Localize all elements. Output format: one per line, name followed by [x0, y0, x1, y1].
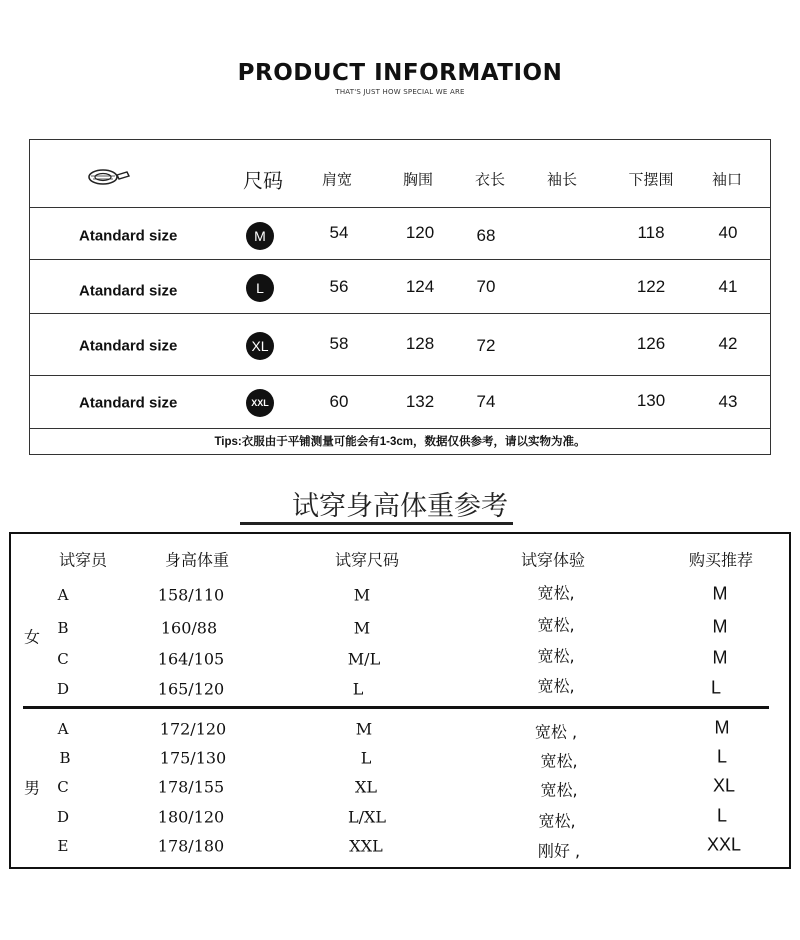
recommended-size: M — [714, 717, 730, 738]
experience: 宽松, — [537, 615, 575, 635]
row-divider — [30, 313, 770, 314]
try-size: L/XL — [347, 807, 387, 827]
height-weight: 158/110 — [157, 585, 225, 605]
size-badge-xl: XL — [246, 332, 274, 360]
column-header-cuff: 袖口 — [711, 170, 743, 189]
gender-label-male: 男 — [23, 778, 41, 798]
hem-value: 126 — [636, 334, 666, 353]
size-row-label: Atandard size — [79, 394, 178, 412]
tester-name: B — [59, 749, 71, 767]
tester-name: A — [57, 586, 69, 604]
hem-value: 118 — [637, 223, 665, 242]
tester-name: B — [57, 619, 69, 637]
height-weight: 165/120 — [157, 679, 225, 699]
tester-name: D — [56, 808, 70, 826]
try-size: M — [355, 719, 373, 739]
title-underline — [240, 522, 513, 525]
column-header-shoulder: 肩宽 — [321, 170, 353, 189]
height-weight: 172/120 — [159, 719, 227, 739]
try-size: M — [353, 585, 371, 605]
size-badge-m: M — [246, 222, 274, 250]
column-header-size: 尺码 — [243, 168, 283, 193]
size-badge-xxl: XXL — [246, 389, 274, 417]
experience: 宽松, — [540, 780, 578, 800]
height-weight: 160/88 — [160, 618, 218, 638]
shoulder-value: 54 — [329, 223, 349, 242]
height-weight: 178/155 — [157, 777, 225, 797]
recommended-size: XL — [712, 775, 736, 796]
header-height-weight: 身高体重 — [164, 550, 230, 570]
try-size: L — [360, 748, 372, 768]
gender-divider — [23, 706, 769, 709]
hem-value: 122 — [636, 277, 666, 296]
row-divider — [30, 375, 770, 376]
header-tester: 试穿员 — [58, 550, 108, 570]
shoulder-value: 60 — [329, 392, 349, 411]
hem-value: 130 — [636, 391, 666, 410]
tape-measure-icon — [87, 167, 131, 191]
height-weight: 175/130 — [159, 748, 227, 768]
header-recommend: 购买推荐 — [688, 550, 754, 570]
height-weight: 164/105 — [157, 649, 225, 669]
experience: 宽松, — [537, 646, 575, 666]
header-experience: 试穿体验 — [520, 550, 586, 570]
column-header-sleeve: 袖长 — [546, 170, 578, 189]
recommended-size: M — [712, 647, 728, 668]
length-value: 70 — [476, 277, 496, 296]
column-header-length: 衣长 — [474, 170, 506, 189]
column-header-chest: 胸围 — [402, 170, 434, 189]
page-title: PRODUCT INFORMATION — [237, 60, 563, 86]
header-try-size: 试穿尺码 — [334, 550, 400, 570]
tester-name: C — [57, 778, 69, 796]
try-size: M/L — [347, 649, 381, 669]
recommended-size: L — [710, 677, 722, 698]
try-size: M — [353, 618, 371, 638]
chest-value: 124 — [405, 277, 435, 296]
chest-value: 132 — [405, 392, 435, 411]
page-subtitle: THAT'S JUST HOW SPECIAL WE ARE — [335, 88, 465, 96]
height-weight: 180/120 — [157, 807, 225, 827]
gender-label-female: 女 — [23, 627, 41, 647]
size-row-label: Atandard size — [79, 227, 178, 245]
experience: 宽松, — [540, 751, 578, 771]
tester-name: E — [57, 837, 69, 855]
recommended-size: L — [716, 746, 728, 767]
tester-name: A — [57, 720, 69, 738]
tester-name: D — [56, 680, 70, 698]
row-divider — [30, 259, 770, 260]
chest-value: 120 — [405, 223, 435, 242]
experience: 宽松 , — [534, 722, 578, 742]
length-value: 74 — [476, 392, 496, 411]
chest-value: 128 — [405, 334, 435, 353]
cuff-value: 41 — [718, 277, 738, 296]
cuff-value: 42 — [718, 334, 738, 353]
recommended-size: XXL — [706, 834, 742, 855]
length-value: 68 — [476, 226, 496, 245]
try-on-title: 试穿身高体重参考 — [292, 491, 508, 522]
recommended-size: M — [712, 583, 728, 604]
page-header — [0, 60, 800, 96]
shoulder-value: 58 — [329, 334, 349, 353]
experience: 宽松, — [537, 676, 575, 696]
try-size: L — [352, 679, 364, 699]
size-table-header — [30, 140, 770, 208]
size-row-label: Atandard size — [79, 337, 178, 355]
tips-note: Tips:衣服由于平铺测量可能会有1-3cm，数据仅供参考，请以实物为准。 — [214, 436, 586, 448]
recommended-size: M — [712, 616, 728, 637]
size-row-label: Atandard size — [79, 282, 178, 300]
size-table — [29, 139, 771, 455]
cuff-value: 40 — [718, 223, 738, 242]
shoulder-value: 56 — [329, 277, 349, 296]
experience: 宽松, — [537, 583, 575, 603]
experience: 刚好 , — [537, 841, 581, 861]
try-size: XL — [354, 777, 378, 797]
column-header-hem: 下摆围 — [628, 170, 674, 189]
height-weight: 178/180 — [157, 836, 225, 856]
cuff-value: 43 — [718, 392, 738, 411]
try-size: XXL — [349, 836, 383, 856]
length-value: 72 — [476, 336, 496, 355]
recommended-size: L — [716, 805, 728, 826]
experience: 宽松, — [538, 811, 576, 831]
size-badge-l: L — [246, 274, 274, 302]
tester-name: C — [57, 650, 69, 668]
try-on-table — [9, 532, 791, 869]
